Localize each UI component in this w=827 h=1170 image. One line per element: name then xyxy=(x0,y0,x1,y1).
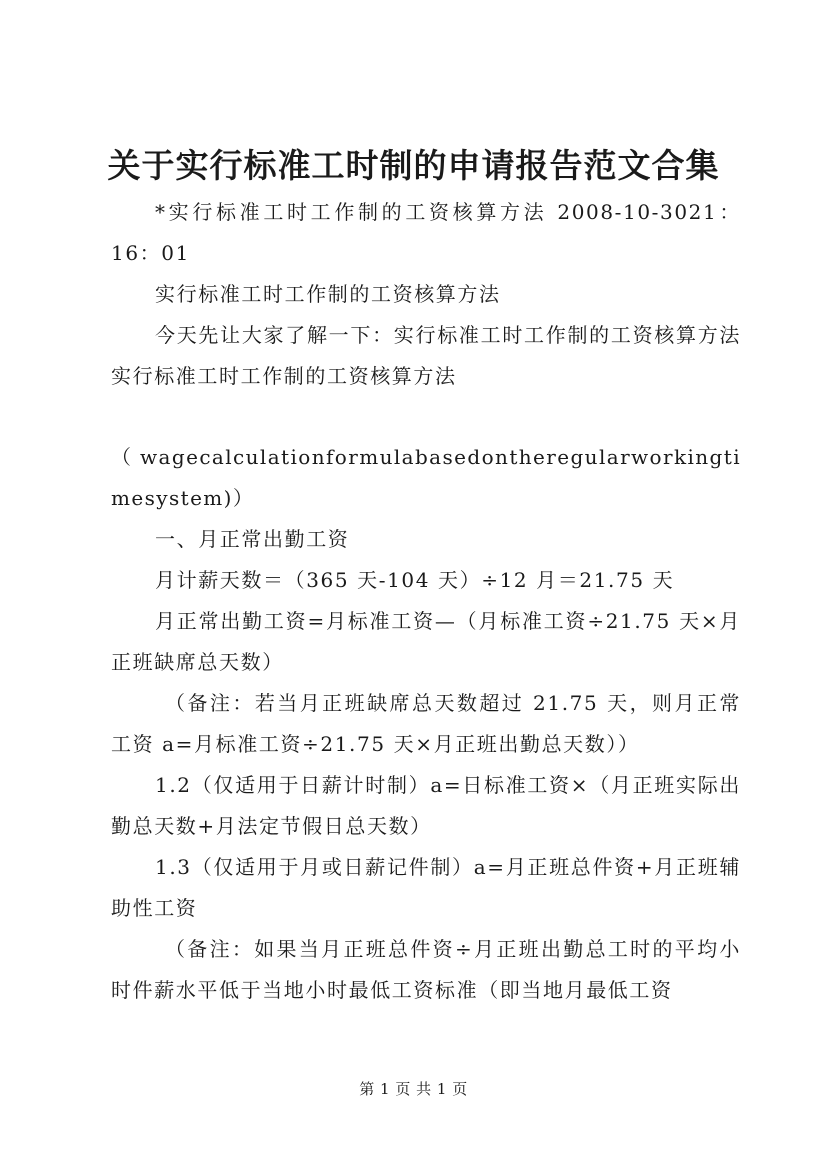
paragraph-english-term: （wagecalculationformulabasedontheregularworkingtimesystem)） xyxy=(111,445,741,510)
paragraph-normal-wage-formula: 月正常出勤工资=月标准工资—（月标准工资÷21.75 天×月正班缺席总天数） xyxy=(111,609,741,674)
paragraph-method-heading: 实行标准工时工作制的工资核算方法 xyxy=(155,282,501,306)
paragraph-gap xyxy=(111,397,741,437)
paragraph-note-minimum-wage: （备注：如果当月正班总件资÷月正班出勤总工时的平均小时件薪水平低于当地小时最低工资标准（即当地月最低工资 xyxy=(111,937,741,1002)
paragraph-intro: 今天先让大家了解一下：实行标准工时工作制的工资核算方法实行标准工时工作制的工资核算方法 xyxy=(111,323,741,388)
paragraph-timestamp: *实行标准工时工作制的工资核算方法 2008-10-3021：16：01 xyxy=(111,200,741,265)
paragraph-note-absence: （备注：若当月正班缺席总天数超过 21.75 天，则月正常工资 a=月标准工资÷21.75 天×月正班出勤总天数）） xyxy=(111,691,741,756)
paragraph-daily-hourly: 1.2（仅适用于日薪计时制）a=日标准工资×（月正班实际出勤总天数+月法定节假日总天数） xyxy=(111,773,741,838)
document-title: 关于实行标准工时制的申请报告范文合集 xyxy=(107,146,720,185)
paragraph-piece-rate: 1.3（仅适用于月或日薪记件制）a=月正班总件资+月正班辅助性工资 xyxy=(111,855,741,920)
paragraph-pay-days-formula: 月计薪天数＝（365 天-104 天）÷12 月＝21.75 天 xyxy=(155,568,675,592)
section-heading-monthly-attendance: 一、月正常出勤工资 xyxy=(155,527,350,551)
page-footer: 第 1 页 共 1 页 xyxy=(359,1080,468,1098)
document-body xyxy=(111,192,741,1011)
